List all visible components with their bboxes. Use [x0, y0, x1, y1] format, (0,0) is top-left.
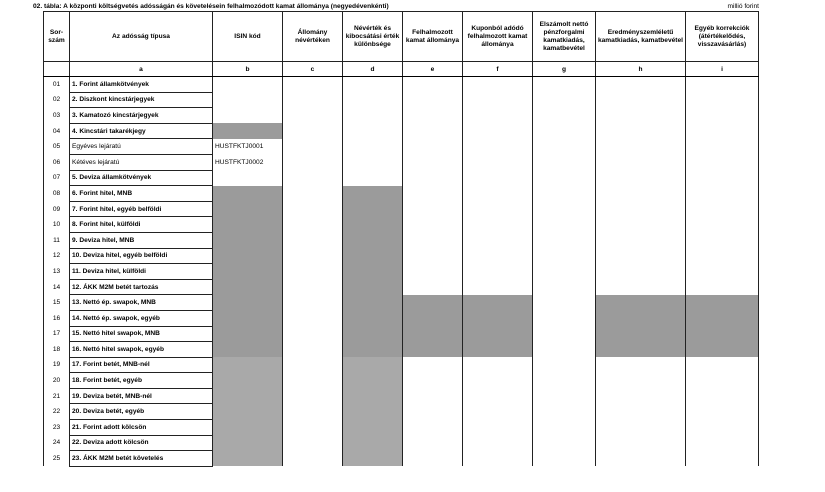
value-cell	[596, 232, 686, 248]
row-label: 11. Deviza hitel, külföldi	[70, 264, 213, 280]
value-cell	[686, 357, 759, 373]
row-label: 20. Deviza betét, egyéb	[70, 404, 213, 420]
value-cell	[343, 77, 403, 93]
value-cell	[686, 170, 759, 186]
value-cell	[596, 264, 686, 280]
row-label: 16. Nettó hitel swapok, egyéb	[70, 342, 213, 358]
value-cell	[463, 217, 533, 233]
value-cell	[596, 92, 686, 108]
value-cell	[596, 326, 686, 342]
value-cell	[403, 388, 463, 404]
value-cell	[686, 154, 759, 170]
value-cell	[283, 279, 343, 295]
value-cell	[283, 264, 343, 280]
table-row	[44, 123, 759, 139]
isin-cell	[213, 201, 283, 217]
row-label: Egyéves lejáratú	[70, 139, 213, 155]
row-number: 04	[44, 123, 70, 139]
value-cell	[283, 388, 343, 404]
value-cell	[283, 217, 343, 233]
table-row	[44, 201, 759, 217]
value-cell	[343, 279, 403, 295]
value-cell	[596, 388, 686, 404]
value-cell	[283, 77, 343, 93]
table-row	[44, 170, 759, 186]
row-number: 14	[44, 279, 70, 295]
value-cell	[283, 404, 343, 420]
value-cell	[686, 435, 759, 451]
letter-i: i	[686, 62, 759, 77]
row-number: 09	[44, 201, 70, 217]
isin-cell: HUSTFKTJ0001	[213, 139, 283, 155]
value-cell	[463, 420, 533, 436]
isin-cell	[213, 357, 283, 373]
value-cell	[686, 77, 759, 93]
value-cell	[463, 108, 533, 124]
value-cell	[343, 326, 403, 342]
value-cell	[533, 92, 596, 108]
value-cell	[463, 170, 533, 186]
isin-cell	[213, 451, 283, 467]
isin-cell	[213, 186, 283, 202]
value-cell	[343, 232, 403, 248]
row-label: 7. Forint hitel, egyéb belföldi	[70, 201, 213, 217]
value-cell	[463, 310, 533, 326]
row-label: 6. Forint hitel, MNB	[70, 186, 213, 202]
value-cell	[283, 342, 343, 358]
value-cell	[343, 108, 403, 124]
value-cell	[596, 342, 686, 358]
value-cell	[686, 420, 759, 436]
row-number: 08	[44, 186, 70, 202]
isin-cell	[213, 295, 283, 311]
row-label: 2. Diszkont kincstárjegyek	[70, 92, 213, 108]
value-cell	[596, 451, 686, 467]
isin-cell	[213, 123, 283, 139]
value-cell	[463, 264, 533, 280]
value-cell	[533, 310, 596, 326]
isin-cell	[213, 108, 283, 124]
row-number: 05	[44, 139, 70, 155]
value-cell	[343, 451, 403, 467]
value-cell	[596, 310, 686, 326]
value-cell	[463, 77, 533, 93]
row-label: 21. Forint adott kölcsön	[70, 420, 213, 436]
value-cell	[596, 357, 686, 373]
isin-cell	[213, 77, 283, 93]
row-label: 12. ÁKK M2M betét tartozás	[70, 279, 213, 295]
value-cell	[686, 310, 759, 326]
value-cell	[283, 108, 343, 124]
col-header-tipus: Az adósság típusa	[70, 12, 213, 62]
value-cell	[283, 186, 343, 202]
col-header-g: Elszámolt nettó pénzforgalmi kamatkiadás, kamatbevétel	[533, 12, 596, 62]
value-cell	[596, 217, 686, 233]
value-cell	[403, 139, 463, 155]
value-cell	[403, 435, 463, 451]
letter-f: f	[463, 62, 533, 77]
row-number: 11	[44, 232, 70, 248]
isin-cell	[213, 388, 283, 404]
value-cell	[686, 373, 759, 389]
value-cell	[463, 139, 533, 155]
value-cell	[596, 295, 686, 311]
value-cell	[343, 435, 403, 451]
row-number: 20	[44, 373, 70, 389]
table-row	[44, 420, 759, 436]
value-cell	[596, 248, 686, 264]
value-cell	[403, 295, 463, 311]
isin-cell	[213, 404, 283, 420]
value-cell	[533, 108, 596, 124]
row-label: 3. Kamatozó kincstárjegyek	[70, 108, 213, 124]
col-header-isin: ISIN kód	[213, 12, 283, 62]
value-cell	[283, 232, 343, 248]
col-header-e: Felhalmozott kamat állománya	[403, 12, 463, 62]
value-cell	[403, 123, 463, 139]
value-cell	[533, 232, 596, 248]
value-cell	[686, 342, 759, 358]
value-cell	[403, 77, 463, 93]
isin-cell	[213, 310, 283, 326]
isin-cell	[213, 373, 283, 389]
row-label: 23. ÁKK M2M betét követelés	[70, 451, 213, 467]
value-cell	[686, 201, 759, 217]
value-cell	[343, 170, 403, 186]
table-row	[44, 295, 759, 311]
value-cell	[403, 232, 463, 248]
value-cell	[283, 357, 343, 373]
value-cell	[596, 404, 686, 420]
value-cell	[283, 154, 343, 170]
value-cell	[463, 342, 533, 358]
table-row	[44, 373, 759, 389]
row-number: 22	[44, 404, 70, 420]
isin-cell	[213, 92, 283, 108]
row-number: 13	[44, 264, 70, 280]
value-cell	[596, 108, 686, 124]
isin-cell: HUSTFKTJ0002	[213, 154, 283, 170]
value-cell	[533, 435, 596, 451]
value-cell	[343, 154, 403, 170]
isin-cell	[213, 326, 283, 342]
row-label: Kétéves lejáratú	[70, 154, 213, 170]
value-cell	[343, 388, 403, 404]
letter-h: h	[596, 62, 686, 77]
value-cell	[403, 310, 463, 326]
value-cell	[533, 217, 596, 233]
value-cell	[533, 420, 596, 436]
value-cell	[403, 404, 463, 420]
value-cell	[686, 264, 759, 280]
value-cell	[343, 264, 403, 280]
value-cell	[403, 451, 463, 467]
value-cell	[533, 388, 596, 404]
table-row	[44, 279, 759, 295]
row-label: 4. Kincstári takarékjegy	[70, 123, 213, 139]
value-cell	[283, 170, 343, 186]
value-cell	[343, 342, 403, 358]
value-cell	[463, 373, 533, 389]
value-cell	[533, 404, 596, 420]
value-cell	[533, 186, 596, 202]
value-cell	[463, 326, 533, 342]
row-number: 16	[44, 310, 70, 326]
unit-label: millió forint	[727, 3, 759, 10]
row-number: 25	[44, 451, 70, 467]
value-cell	[283, 123, 343, 139]
value-cell	[283, 435, 343, 451]
value-cell	[533, 326, 596, 342]
value-cell	[463, 186, 533, 202]
letter-b: b	[213, 62, 283, 77]
value-cell	[283, 139, 343, 155]
table-row	[44, 186, 759, 202]
row-label: 15. Nettó hitel swapok, MNB	[70, 326, 213, 342]
value-cell	[343, 201, 403, 217]
value-cell	[283, 295, 343, 311]
col-header-c: Állomány névértéken	[283, 12, 343, 62]
row-number: 12	[44, 248, 70, 264]
value-cell	[403, 201, 463, 217]
value-cell	[596, 201, 686, 217]
col-header-i: Egyéb korrekciók (átértékelődés, visszavásárlás)	[686, 12, 759, 62]
value-cell	[403, 264, 463, 280]
letter-c: c	[283, 62, 343, 77]
value-cell	[686, 123, 759, 139]
value-cell	[463, 451, 533, 467]
value-cell	[686, 279, 759, 295]
value-cell	[283, 92, 343, 108]
value-cell	[596, 186, 686, 202]
value-cell	[533, 123, 596, 139]
isin-cell	[213, 217, 283, 233]
value-cell	[596, 77, 686, 93]
value-cell	[686, 248, 759, 264]
table-row	[44, 388, 759, 404]
value-cell	[686, 139, 759, 155]
isin-cell	[213, 342, 283, 358]
value-cell	[596, 373, 686, 389]
value-cell	[343, 295, 403, 311]
table-row	[44, 248, 759, 264]
value-cell	[596, 170, 686, 186]
table-row	[44, 264, 759, 280]
interest-table	[43, 11, 759, 467]
value-cell	[533, 264, 596, 280]
value-cell	[343, 404, 403, 420]
table-row	[44, 451, 759, 467]
value-cell	[596, 420, 686, 436]
table-row	[44, 357, 759, 373]
row-number: 07	[44, 170, 70, 186]
row-number: 24	[44, 435, 70, 451]
table-row	[44, 154, 759, 170]
table-row	[44, 77, 759, 93]
value-cell	[596, 279, 686, 295]
value-cell	[686, 186, 759, 202]
value-cell	[403, 342, 463, 358]
value-cell	[686, 217, 759, 233]
value-cell	[463, 232, 533, 248]
value-cell	[343, 123, 403, 139]
table-row	[44, 342, 759, 358]
value-cell	[283, 451, 343, 467]
row-number: 15	[44, 295, 70, 311]
table-row	[44, 139, 759, 155]
value-cell	[403, 108, 463, 124]
value-cell	[283, 248, 343, 264]
value-cell	[343, 186, 403, 202]
row-label: 8. Forint hitel, külföldi	[70, 217, 213, 233]
row-label: 5. Deviza államkötvények	[70, 170, 213, 186]
row-label: 22. Deviza adott kölcsön	[70, 435, 213, 451]
value-cell	[463, 154, 533, 170]
row-label: 13. Nettó ép. swapok, MNB	[70, 295, 213, 311]
row-number: 01	[44, 77, 70, 93]
value-cell	[403, 357, 463, 373]
table-row	[44, 310, 759, 326]
value-cell	[463, 279, 533, 295]
value-cell	[283, 373, 343, 389]
value-cell	[463, 388, 533, 404]
value-cell	[403, 154, 463, 170]
value-cell	[463, 295, 533, 311]
value-cell	[283, 201, 343, 217]
col-header-sorszam: Sor-szám	[44, 12, 70, 62]
value-cell	[686, 388, 759, 404]
value-cell	[343, 248, 403, 264]
table-row	[44, 217, 759, 233]
table-row	[44, 92, 759, 108]
value-cell	[533, 373, 596, 389]
letter-d: d	[343, 62, 403, 77]
row-label: 10. Deviza hitel, egyéb belföldi	[70, 248, 213, 264]
value-cell	[403, 373, 463, 389]
row-label: 17. Forint betét, MNB-nél	[70, 357, 213, 373]
isin-cell	[213, 435, 283, 451]
value-cell	[596, 123, 686, 139]
value-cell	[533, 279, 596, 295]
value-cell	[343, 217, 403, 233]
row-label: 19. Deviza betét, MNB-nél	[70, 388, 213, 404]
col-header-f: Kuponból adódó felhalmozott kamat állománya	[463, 12, 533, 62]
value-cell	[686, 451, 759, 467]
value-cell	[463, 357, 533, 373]
value-cell	[343, 92, 403, 108]
value-cell	[533, 451, 596, 467]
value-cell	[533, 357, 596, 373]
table-row	[44, 435, 759, 451]
table-row	[44, 108, 759, 124]
value-cell	[533, 201, 596, 217]
table-title: 02. tábla: A központi költségvetés adósságán és követelésein felhalmozódott kamat állománya (negyedévenkénti)	[33, 3, 389, 10]
value-cell	[686, 232, 759, 248]
value-cell	[283, 310, 343, 326]
isin-cell	[213, 420, 283, 436]
value-cell	[343, 373, 403, 389]
row-number: 19	[44, 357, 70, 373]
value-cell	[686, 404, 759, 420]
row-number: 18	[44, 342, 70, 358]
value-cell	[596, 435, 686, 451]
value-cell	[686, 108, 759, 124]
value-cell	[343, 139, 403, 155]
value-cell	[403, 217, 463, 233]
value-cell	[596, 139, 686, 155]
value-cell	[343, 420, 403, 436]
value-cell	[403, 92, 463, 108]
table-row	[44, 326, 759, 342]
value-cell	[596, 154, 686, 170]
value-cell	[403, 279, 463, 295]
isin-cell	[213, 279, 283, 295]
table-row	[44, 232, 759, 248]
row-label: 9. Deviza hitel, MNB	[70, 232, 213, 248]
value-cell	[403, 420, 463, 436]
row-number: 17	[44, 326, 70, 342]
col-header-d: Névérték és kibocsátási érték különbsége	[343, 12, 403, 62]
row-number: 02	[44, 92, 70, 108]
isin-cell	[213, 264, 283, 280]
value-cell	[686, 92, 759, 108]
letter-blank	[44, 62, 70, 77]
row-number: 21	[44, 388, 70, 404]
col-header-h: Eredményszemléletű kamatkiadás, kamatbevétel	[596, 12, 686, 62]
value-cell	[463, 123, 533, 139]
value-cell	[283, 420, 343, 436]
value-cell	[533, 77, 596, 93]
value-cell	[463, 248, 533, 264]
row-number: 10	[44, 217, 70, 233]
value-cell	[343, 310, 403, 326]
table-row	[44, 404, 759, 420]
value-cell	[533, 139, 596, 155]
value-cell	[463, 404, 533, 420]
letter-e: e	[403, 62, 463, 77]
value-cell	[533, 248, 596, 264]
letter-a: a	[70, 62, 213, 77]
isin-cell	[213, 232, 283, 248]
value-cell	[463, 92, 533, 108]
value-cell	[403, 326, 463, 342]
value-cell	[463, 435, 533, 451]
row-number: 23	[44, 420, 70, 436]
value-cell	[403, 170, 463, 186]
value-cell	[343, 357, 403, 373]
value-cell	[533, 170, 596, 186]
value-cell	[533, 295, 596, 311]
row-label: 18. Forint betét, egyéb	[70, 373, 213, 389]
row-number: 03	[44, 108, 70, 124]
isin-cell	[213, 170, 283, 186]
value-cell	[283, 326, 343, 342]
value-cell	[463, 201, 533, 217]
table-body	[44, 77, 759, 467]
letter-g: g	[533, 62, 596, 77]
isin-cell	[213, 248, 283, 264]
row-number: 06	[44, 154, 70, 170]
value-cell	[686, 326, 759, 342]
value-cell	[403, 186, 463, 202]
value-cell	[533, 154, 596, 170]
value-cell	[403, 248, 463, 264]
value-cell	[686, 295, 759, 311]
value-cell	[533, 342, 596, 358]
row-label: 1. Forint államkötvények	[70, 77, 213, 93]
row-label: 14. Nettó ép. swapok, egyéb	[70, 310, 213, 326]
